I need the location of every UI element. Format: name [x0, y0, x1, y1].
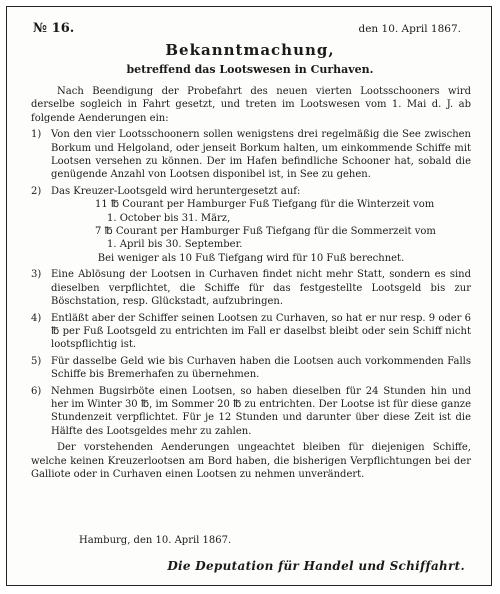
list-item: [31, 128, 471, 182]
tariff-line: 1. April bis 30. September.: [107, 239, 243, 251]
tariff-line: 1. October bis 31. März,: [107, 212, 231, 224]
signature-place-date: Hamburg, den 10. April 1867.: [79, 535, 232, 546]
item-number: 3): [31, 269, 42, 281]
document-page: [6, 6, 492, 586]
list-item: [31, 185, 471, 198]
item-number: 2): [31, 185, 42, 197]
item-text: Eine Ablösung der Lootsen in Curhaven findet nicht mehr Statt, sondern es sind dieselben verpflichtet, die Schiffe für das festgestellte Lootsgeld bis zur Böschstation, resp. Glückstadt, aufzubringen.: [51, 269, 471, 308]
list-item: [31, 355, 471, 382]
tariff-line: 7 ℔ Courant per Hamburger Fuß Tiefgang für die Sommerzeit vom: [95, 226, 436, 238]
signature-authority: Die Deputation für Handel und Schiffahrt.: [167, 559, 465, 573]
intro-paragraph: Nach Beendigung der Probefahrt des neuen vierten Lootsschooners wird derselbe sogleich in Fahrt gesetzt, und treten im Lootswesen vom 1. Mai d. J. ab folgende Aenderungen ein:: [31, 86, 471, 124]
item-text: Entläßt aber der Schiffer seinen Lootsen zu Curhaven, so hat er nur resp. 9 oder 6 ℔ per Fuß Lootsgeld zu entrichten im Fall er daselbst bleibt oder sein Schiff nicht lootspflichtig ist.: [51, 312, 471, 351]
tariff-line: 11 ℔ Courant per Hamburger Fuß Tiefgang für die Winterzeit vom: [95, 199, 435, 211]
tariff-note: Bei weniger als 10 Fuß Tiefgang wird für 10 Fuß berechnet.: [97, 252, 405, 264]
item-number: 1): [31, 129, 42, 141]
item-text: Das Kreuzer-Lootsgeld wird heruntergesetzt auf:: [51, 185, 301, 197]
item-number: 4): [31, 312, 42, 324]
item-text: Für dasselbe Geld wie bis Curhaven haben die Lootsen auch vorkommenden Falls Schiffe bis Bremerhafen zu übernehmen.: [51, 355, 471, 381]
document-title: Bekanntmachung,: [165, 41, 335, 59]
item-text: Nehmen Bugsirböte einen Lootsen, so haben dieselben für 24 Stunden hin und her im Winter 30 ℔, im Sommer 20 ℔ zu entrichten. Der Lootse ist für diese ganze Stundenzeit verpflichtet. Für je 12 Stunden und darunter über diese Zeit ist die Hälfte des Lootsgeldes mehr zu zahlen.: [51, 385, 471, 437]
notice-date: den 10. April 1867.: [358, 23, 461, 35]
list-item: [31, 268, 471, 308]
item-text: Von den vier Lootsschoonern sollen wenigstens drei regelmäßig die See zwischen Borkum und Helgoland, oder jenseit Borkum halten, um einkommende Schiffe mit Lootsen versehen zu können. Der im Hafen befindliche Schooner hat, sobald die genügende Anzahl von Lootsen disponibel ist, in See zu gehen.: [51, 129, 471, 181]
closing-paragraph: Der vorstehenden Aenderungen ungeachtet bleiben für diejenigen Schiffe, welche keinen Kreuzerlootsen am Bord haben, die bisherigen Verpflichtungen bei der Galliote oder in Curhaven einen Lootsen zu nehmen unverändert.: [31, 442, 471, 480]
list-item: [31, 385, 471, 439]
item-number: 6): [31, 385, 42, 397]
list-item: [31, 312, 471, 352]
notice-number: № 16.: [33, 21, 75, 36]
document-body: [31, 85, 471, 481]
document-subtitle: betreffend das Lootswesen in Curhaven.: [126, 63, 374, 76]
item-number: 5): [31, 355, 42, 367]
